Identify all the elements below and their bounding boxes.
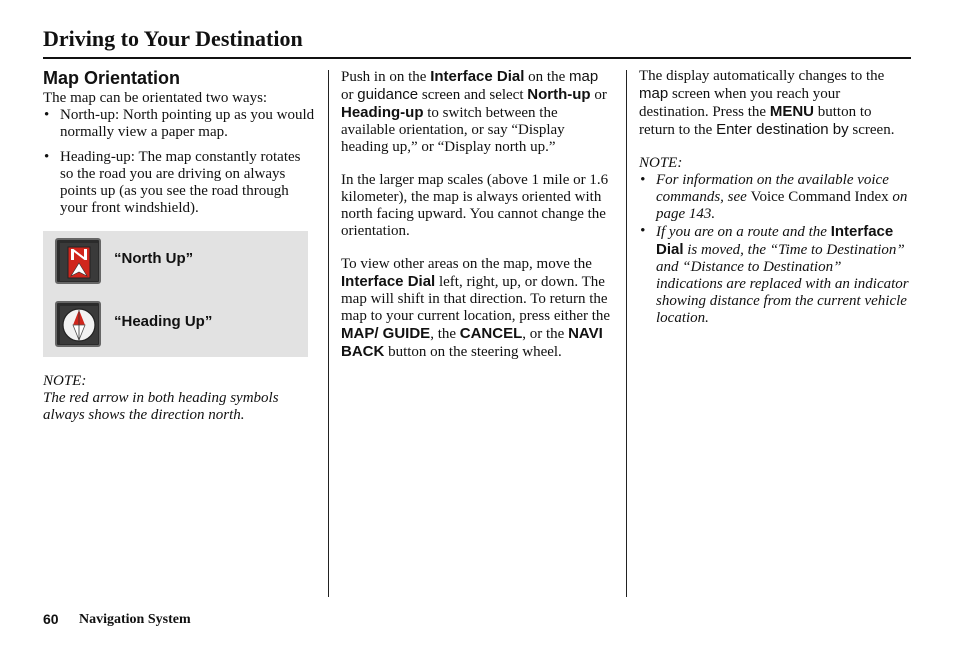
column-divider <box>626 70 627 597</box>
list-item: • Heading-up: The map constantly rotates so the road you are driving on always points up (as you see the road through your front windshield). <box>43 149 315 217</box>
navi-back-term: NAVI BACK <box>341 325 603 360</box>
column-middle <box>341 68 613 361</box>
heading-up-label: “Heading Up” <box>114 313 213 330</box>
heading-up-icon <box>55 301 101 347</box>
cancel-term: CANCEL <box>459 325 523 342</box>
paragraph: In the larger map scales (above 1 mile or 1.6 kilometer), the map is always oriented with north facing upward. You cannot change the orientation. <box>341 172 609 239</box>
note-heading: NOTE: <box>639 155 683 171</box>
column-divider <box>328 70 329 597</box>
orientation-list <box>43 107 315 217</box>
interface-dial-term: Interface Dial <box>430 68 525 85</box>
interface-dial-term: Interface Dial <box>656 223 894 258</box>
paragraph: Push in on the Interface Dial on the map or guidance screen and select North-up or Heading-up to switch between the available orientation, or say “Display heading up,” or “Display north up.” <box>341 68 607 155</box>
intro-text: The map can be orientated two ways: <box>43 90 268 106</box>
paragraph: The display automatically changes to the map screen when you reach your destination. Press the MENU button to return to the Enter destination by screen. <box>639 68 895 138</box>
page-number: 60 <box>43 611 59 627</box>
column-left <box>43 68 315 424</box>
note-text: The red arrow in both heading symbols always shows the direction north. <box>43 390 279 423</box>
icon-panel <box>43 231 308 357</box>
north-up-term: North-up <box>527 86 591 103</box>
enter-destination-term: Enter destination by <box>716 121 849 138</box>
footer-label: Navigation System <box>79 612 191 627</box>
list-item: • For information on the available voice commands, see Voice Command Index on page 143. <box>639 172 911 223</box>
note-list <box>639 172 911 327</box>
map-guide-term: MAP/ GUIDE <box>341 325 431 342</box>
map-term: map <box>568 68 599 85</box>
voice-command-index-term: Voice Command Index <box>750 189 889 205</box>
title-rule <box>43 57 911 59</box>
map-term: map <box>639 85 669 102</box>
interface-dial-term: Interface Dial <box>341 273 436 290</box>
north-up-icon <box>55 238 101 284</box>
page-title: Driving to Your Destination <box>43 26 303 51</box>
note-heading: NOTE: <box>43 373 87 389</box>
north-up-label: “North Up” <box>114 250 194 267</box>
paragraph: To view other areas on the map, move the Interface Dial left, right, up, or down. The map will shift in that direction. To return the map to your current location, press either the MAP/ GUIDE, the CANCEL, or the NAVI BACK button on the steering wheel. <box>341 256 611 360</box>
section-heading: Map Orientation <box>43 68 181 88</box>
list-item: • If you are on a route and the Interface Dial is moved, the “Time to Destination” and “Distance to Destination” indications are replaced with an indicator showing distance from the current vehicle location. <box>639 223 911 327</box>
column-right <box>639 68 911 327</box>
list-item: • North-up: North pointing up as you would normally view a paper map. <box>43 107 315 141</box>
menu-term: MENU <box>769 103 814 120</box>
guidance-term: guidance <box>357 86 419 103</box>
heading-up-term: Heading-up <box>341 104 424 121</box>
